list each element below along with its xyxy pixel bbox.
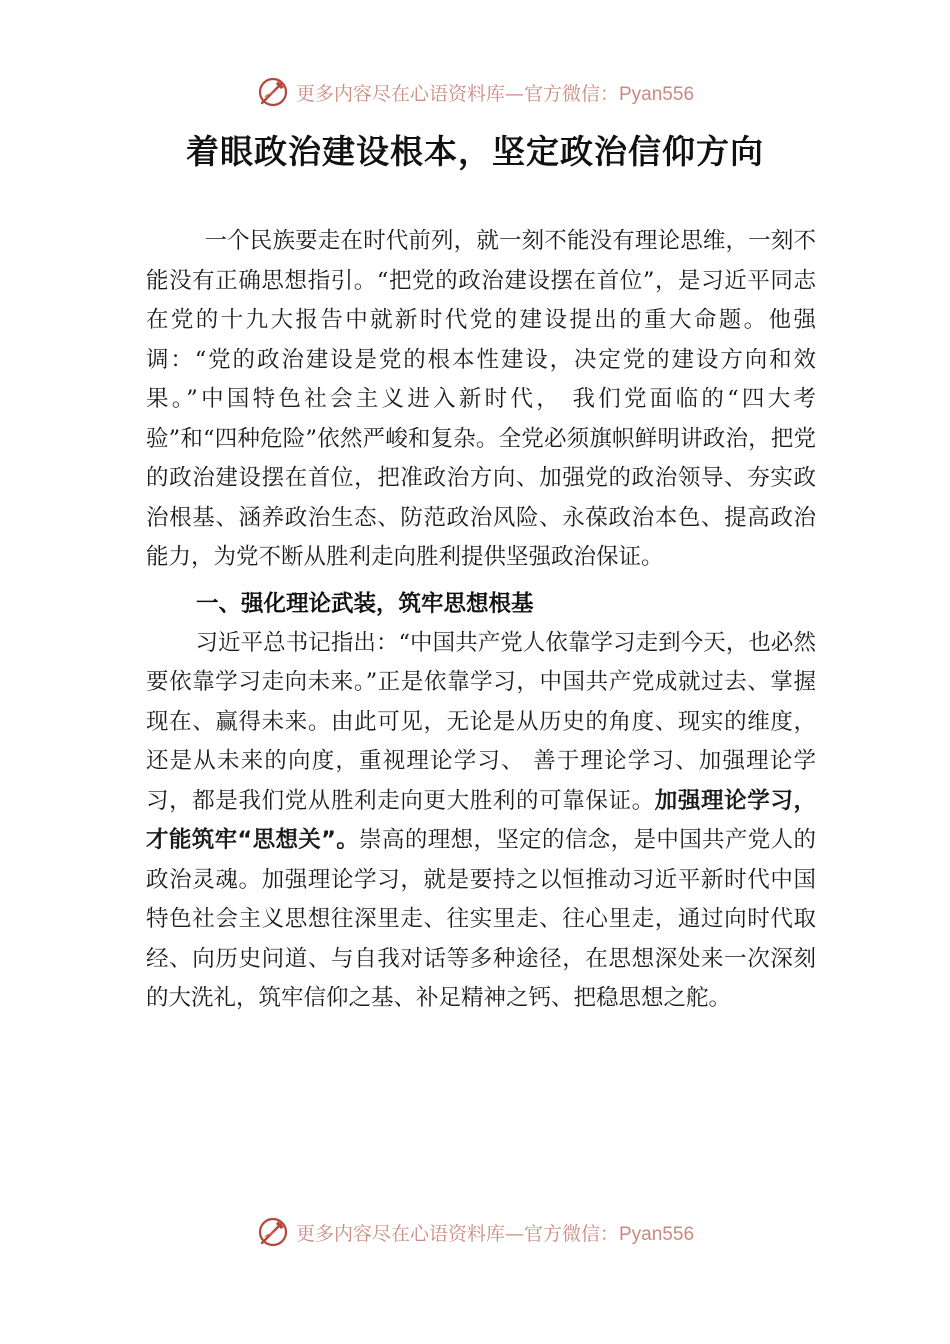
document-body: [146, 222, 816, 1019]
section-heading-1: 一、强化理论武装，筑牢思想根基: [196, 590, 534, 617]
pen-seal-logo-icon: [256, 1215, 290, 1249]
watermark-text: 更多内容尽在心语资料库—官方微信：Pyan556: [295, 1222, 695, 1245]
document-title: 着眼政治建设根本，坚定政治信仰方向: [186, 132, 764, 171]
watermark-text: 更多内容尽在心语资料库—官方微信：Pyan556: [295, 82, 695, 105]
paragraph-section-1-start: 习近平总书记指出：“中国共产党人依靠学习走到今天，也必然要依靠学习走向未来。”正是依靠学习，中国共产党成就过去、掌握现在、赢得未来。由此可见，无论是从历史的角度、现实的维度，还是从未来的向度，重视理论学习、 善于理论学习、加强理论学习，都是我们党从胜利走向更大胜利的可靠保证。: [146, 629, 816, 814]
footer-watermark: [0, 1212, 950, 1252]
paragraph-section-1: [146, 624, 816, 1019]
header-watermark: [0, 72, 950, 112]
pen-seal-logo-icon: [256, 75, 290, 109]
watermark-wechat-id: Pyan556: [619, 1223, 695, 1245]
paragraph-intro: 一个民族要走在时代前列，就一刻不能没有理论思维，一刻不能没有正确思想指引。“把党的政治建设摆在首位”，是习近平同志在党的十九大报告中就新时代党的建设提出的重大命题。他强调：“党的政治建设是党的根本性建设，决定党的建设方向和效果。”中国特色社会主义进入新时代， 我们党面临的“四大考验”和“四种危险”依然严峻和复杂。全党必须旗帜鲜明讲政治，把党的政治建设摆在首位，把准政治方向、加强党的政治领导、夯实政治根基、涵养政治生态、防范政治风险、永葆政治本色、提高政治能力，为党不断从胜利走向胜利提供坚强政治保证。: [146, 228, 816, 570]
watermark-wechat-id: Pyan556: [619, 83, 695, 105]
paragraph-section-1-end: 崇高的理想，坚定的信念，是中国共产党人的政治灵魂。加强理论学习，就是要持之以恒推动习近平新时代中国特色社会主义思想往深里走、往实里走、往心里走，通过向时代取经、向历史问道、与自我对话等多种途径，在思想深处来一次深刻的大洗礼，筑牢信仰之基、补足精神之钙、把稳思想之舵。: [146, 827, 816, 1011]
paragraph-section-1-emphasis: 加强理论学习，才能筑牢“思想关”。: [146, 787, 816, 853]
